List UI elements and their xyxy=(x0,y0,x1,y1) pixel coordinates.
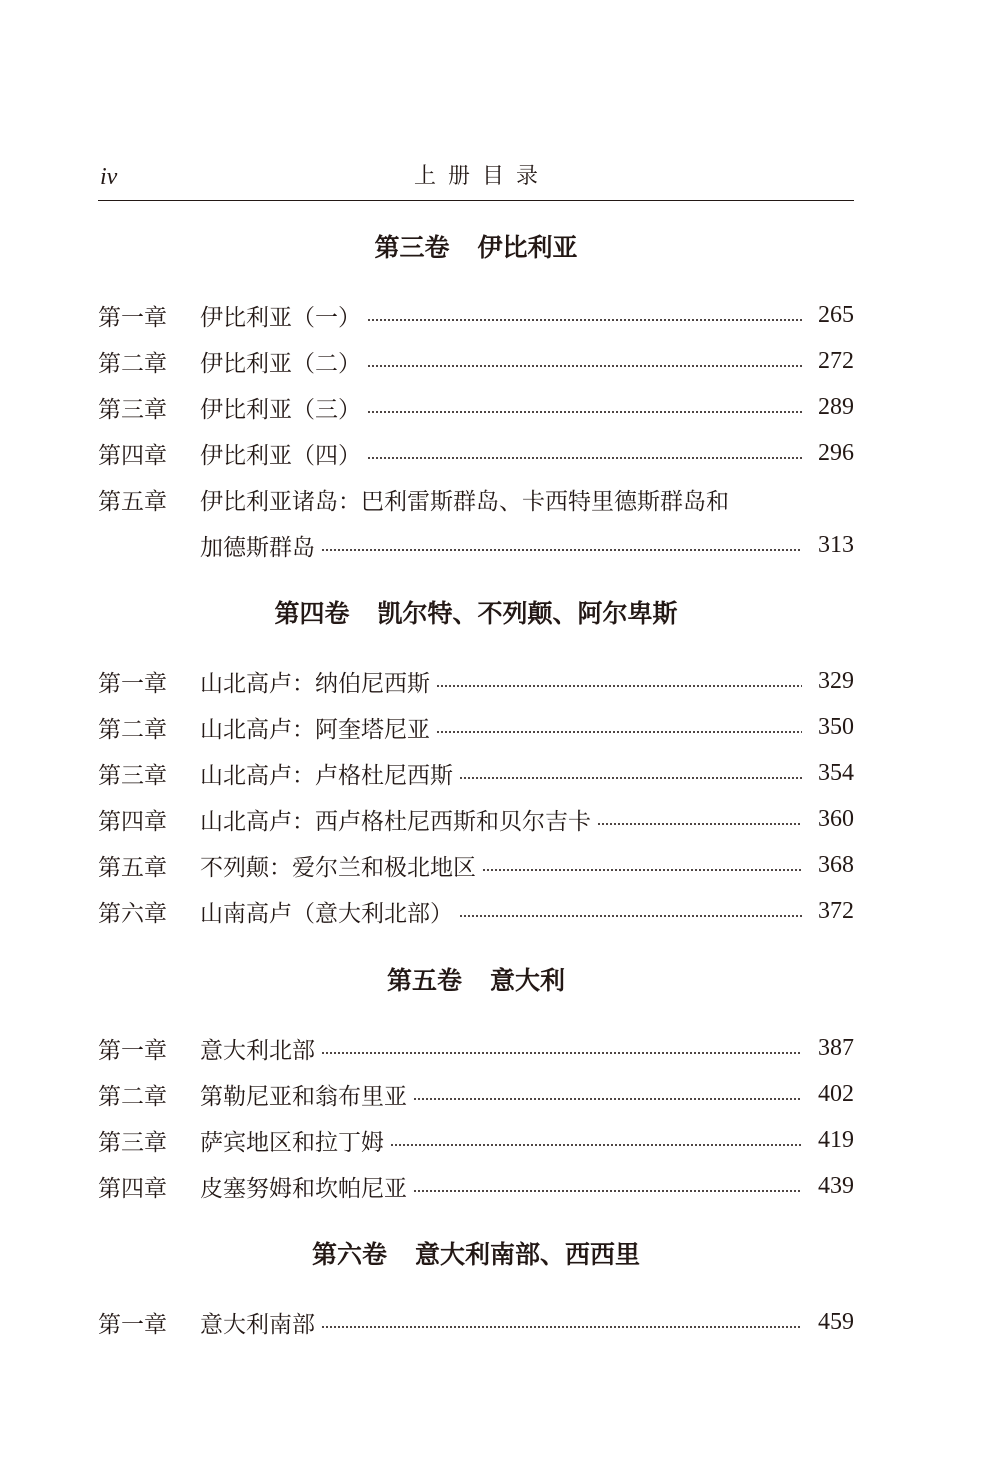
dot-leader xyxy=(597,823,802,825)
dot-leader xyxy=(436,685,802,687)
chapter-title: 伊比利亚（一） xyxy=(200,304,361,331)
page-number: 289 xyxy=(818,393,854,420)
page-number: 313 xyxy=(818,531,854,558)
page-number: 372 xyxy=(818,897,854,924)
chapter-label: 第一章 xyxy=(98,1311,167,1338)
dot-leader xyxy=(390,1144,802,1146)
chapter-label: 第六章 xyxy=(98,900,167,927)
chapter-label: 第四章 xyxy=(98,1175,167,1202)
dot-leader xyxy=(482,869,802,871)
chapter-title: 伊比利亚（三） xyxy=(200,396,361,423)
dot-leader xyxy=(321,549,802,551)
dot-leader xyxy=(413,1098,802,1100)
volume-number: 第五卷 xyxy=(386,966,462,995)
volume-name: 意大利 xyxy=(490,966,566,995)
chapter-list xyxy=(98,1025,854,1209)
toc-entry[interactable] xyxy=(98,842,854,888)
dot-leader xyxy=(367,457,802,459)
chapter-label: 第一章 xyxy=(98,304,167,331)
toc-entry[interactable] xyxy=(98,1025,854,1071)
chapter-title: 意大利北部 xyxy=(200,1037,315,1064)
toc-entry[interactable] xyxy=(98,750,854,796)
volume-number: 第四卷 xyxy=(274,599,350,628)
running-header xyxy=(98,158,854,201)
page-number: 350 xyxy=(818,713,854,740)
toc-entry[interactable] xyxy=(98,338,854,384)
chapter-list xyxy=(98,292,854,568)
page-number: 329 xyxy=(818,667,854,694)
chapter-label: 第三章 xyxy=(98,762,167,789)
chapter-label: 第三章 xyxy=(98,396,167,423)
volume-number: 第六卷 xyxy=(311,1240,387,1269)
toc-entry[interactable] xyxy=(98,292,854,338)
chapter-label: 第一章 xyxy=(98,1037,167,1064)
chapter-title: 山南高卢（意大利北部） xyxy=(200,900,453,927)
chapter-title: 伊比利亚（四） xyxy=(200,442,361,469)
volume-section xyxy=(98,584,854,934)
page-number: 265 xyxy=(818,301,854,328)
dot-leader xyxy=(459,777,802,779)
chapter-label: 第五章 xyxy=(98,854,167,881)
chapter-title: 山北高卢：卢格杜尼西斯 xyxy=(200,762,453,789)
volume-number: 第三卷 xyxy=(374,233,450,262)
toc-entry[interactable] xyxy=(98,1163,854,1209)
chapter-label: 第二章 xyxy=(98,350,167,377)
dot-leader xyxy=(321,1326,802,1328)
page-number: 354 xyxy=(818,759,854,786)
chapter-list xyxy=(98,1299,854,1345)
chapter-label: 第二章 xyxy=(98,716,167,743)
chapter-label: 第一章 xyxy=(98,670,167,697)
chapter-label: 第三章 xyxy=(98,1129,167,1156)
chapter-label: 第四章 xyxy=(98,442,167,469)
toc-entry[interactable] xyxy=(98,704,854,750)
page-number: 402 xyxy=(818,1080,854,1107)
page-number: 459 xyxy=(818,1308,854,1335)
toc-entry[interactable] xyxy=(98,658,854,704)
volume-section xyxy=(98,951,854,1209)
chapter-title: 意大利南部 xyxy=(200,1311,315,1338)
page-number: 387 xyxy=(818,1034,854,1061)
chapter-title: 第勒尼亚和翁布里亚 xyxy=(200,1083,407,1110)
toc-entry[interactable] xyxy=(98,430,854,476)
dot-leader xyxy=(436,731,802,733)
chapter-label: 第二章 xyxy=(98,1083,167,1110)
chapter-title: 山北高卢：纳伯尼西斯 xyxy=(200,670,430,697)
chapter-title: 山北高卢：阿奎塔尼亚 xyxy=(200,716,430,743)
volume-section xyxy=(98,1225,854,1345)
volume-name: 伊比利亚 xyxy=(477,233,578,262)
volume-title xyxy=(98,1225,854,1281)
volume-title xyxy=(98,584,854,640)
chapter-label: 第四章 xyxy=(98,808,167,835)
chapter-list xyxy=(98,658,854,934)
running-header-title: 上册目录 xyxy=(413,164,550,189)
page-folio: iv xyxy=(100,164,118,190)
dot-leader xyxy=(459,915,802,917)
volume-name: 凯尔特、不列颠、阿尔卑斯 xyxy=(377,599,678,628)
volume-section xyxy=(98,218,854,568)
dot-leader xyxy=(321,1052,802,1054)
toc-entry[interactable] xyxy=(98,476,854,568)
page-number: 360 xyxy=(818,805,854,832)
chapter-title: 伊比利亚（二） xyxy=(200,350,361,377)
toc-entry[interactable] xyxy=(98,796,854,842)
volume-name: 意大利南部、西西里 xyxy=(415,1240,641,1269)
dot-leader xyxy=(367,319,802,321)
chapter-title: 伊比利亚诸岛：巴利雷斯群岛、卡西特里德斯群岛和 xyxy=(200,488,729,515)
page-number: 272 xyxy=(818,347,854,374)
dot-leader xyxy=(367,365,802,367)
chapter-label: 第五章 xyxy=(98,488,167,515)
chapter-title: 山北高卢：西卢格杜尼西斯和贝尔吉卡 xyxy=(200,808,591,835)
volume-title xyxy=(98,218,854,274)
chapter-title: 皮塞努姆和坎帕尼亚 xyxy=(200,1175,407,1202)
page-number: 439 xyxy=(818,1172,854,1199)
chapter-title: 不列颠：爱尔兰和极北地区 xyxy=(200,854,476,881)
toc-entry[interactable] xyxy=(98,1117,854,1163)
chapter-title-continuation: 加德斯群岛 xyxy=(200,534,315,561)
page-number: 419 xyxy=(818,1126,854,1153)
toc-entry[interactable] xyxy=(98,384,854,430)
toc-entry[interactable] xyxy=(98,1071,854,1117)
dot-leader xyxy=(367,411,802,413)
toc-entry[interactable] xyxy=(98,888,854,934)
toc-entry[interactable] xyxy=(98,1299,854,1345)
chapter-title: 萨宾地区和拉丁姆 xyxy=(200,1129,384,1156)
page-number: 368 xyxy=(818,851,854,878)
dot-leader xyxy=(413,1190,802,1192)
page-number: 296 xyxy=(818,439,854,466)
volume-title xyxy=(98,951,854,1007)
